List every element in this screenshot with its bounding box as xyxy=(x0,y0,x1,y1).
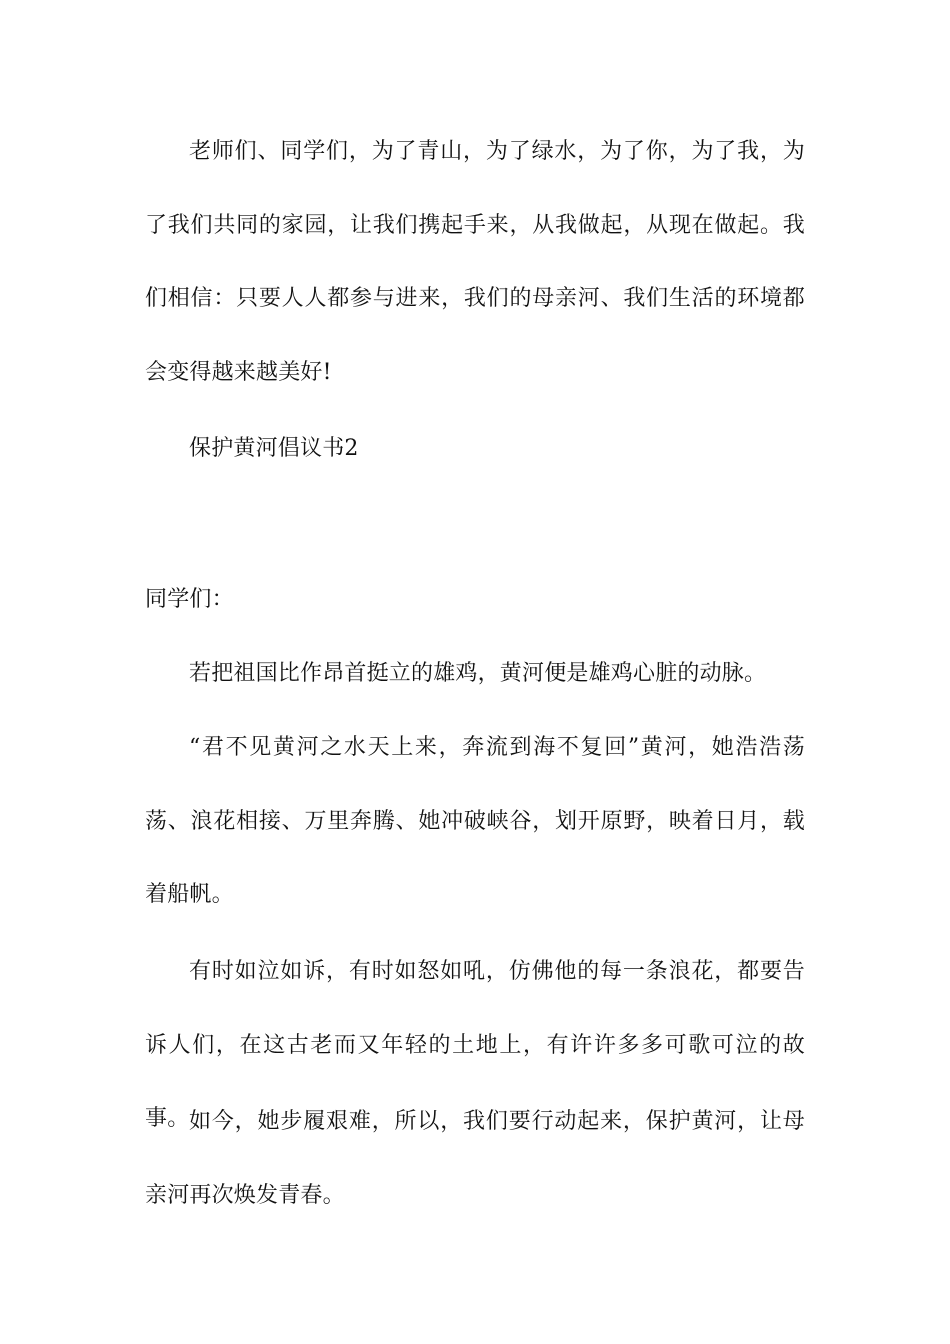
body-paragraph-2: “君不见黄河之水天上来，奔流到海不复回”黄河，她浩浩荡荡、浪花相接、万里奔腾、她冲破峡谷，划开原野，映着日月，载着船帆。 xyxy=(145,735,805,907)
body-paragraph-3: 有时如泣如诉，有时如怒如吼，仿佛他的每一条浪花，都要告诉人们，在这古老而又年轻的土地上，有许许多多可歌可泣的故事。 xyxy=(145,959,805,1131)
salutation: 同学们： xyxy=(145,587,234,612)
section-heading: 保护黄河倡议书2 xyxy=(189,436,359,461)
closing-paragraph: 老师们、同学们，为了青山，为了绿水，为了你，为了我，为了我们共同的家园，让我们携起手来，从我做起，从现在做起。我们相信：只要人人都参与进来，我们的母亲河、我们生活的环境都会变得越来越美好! xyxy=(145,139,805,385)
body-paragraph-4: 如今，她步履艰难，所以，我们要行动起来，保护黄河，让母亲河再次焕发青春。 xyxy=(145,1109,805,1208)
body-paragraph-1: 若把祖国比作昂首挺立的雄鸡，黄河便是雄鸡心脏的动脉。 xyxy=(189,661,767,686)
